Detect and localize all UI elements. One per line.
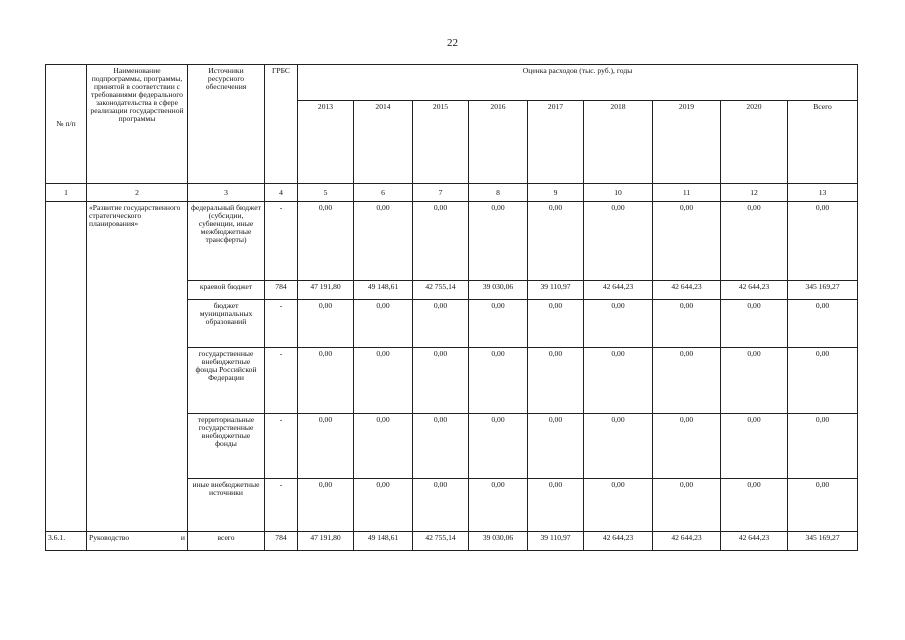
column-number: 6 bbox=[354, 184, 413, 202]
column-number: 12 bbox=[721, 184, 788, 202]
source-cell: иные внебюджетные источники bbox=[188, 479, 265, 532]
value-cell: 0,00 bbox=[653, 348, 721, 414]
column-number: 7 bbox=[413, 184, 469, 202]
value-cell: 42 644,23 bbox=[721, 532, 788, 551]
value-cell: 0,00 bbox=[653, 300, 721, 348]
value-cell: 0,00 bbox=[354, 348, 413, 414]
total-cell: 0,00 bbox=[788, 300, 858, 348]
row-num-cell: 3.6.1. bbox=[46, 532, 87, 551]
header-grbs: ГРБС bbox=[265, 65, 298, 184]
value-cell: 0,00 bbox=[469, 202, 528, 281]
column-number: 9 bbox=[528, 184, 584, 202]
year-cell: 2020 bbox=[721, 101, 788, 184]
value-cell: 42 644,23 bbox=[653, 281, 721, 300]
value-cell: 0,00 bbox=[354, 479, 413, 532]
source-cell: государственные внебюджетные фонды Российской Федерации bbox=[188, 348, 265, 414]
header-row bbox=[46, 65, 858, 101]
column-number-row bbox=[46, 184, 858, 202]
column-number: 3 bbox=[188, 184, 265, 202]
value-cell: 39 030,06 bbox=[469, 281, 528, 300]
total-cell: 0,00 bbox=[788, 479, 858, 532]
value-cell: 42 644,23 bbox=[721, 281, 788, 300]
value-cell: 0,00 bbox=[469, 300, 528, 348]
column-number: 8 bbox=[469, 184, 528, 202]
value-cell: 49 148,61 bbox=[354, 532, 413, 551]
grbs-cell: 784 bbox=[265, 532, 298, 551]
grbs-cell: - bbox=[265, 414, 298, 479]
year-total-cell: Всего bbox=[788, 101, 858, 184]
budget-table bbox=[45, 64, 858, 551]
value-cell: 0,00 bbox=[584, 202, 653, 281]
value-cell: 0,00 bbox=[413, 202, 469, 281]
column-number: 4 bbox=[265, 184, 298, 202]
total-cell: 0,00 bbox=[788, 348, 858, 414]
header-name: Наименование подпрограммы, программы, принятой в соответствии с требованиями федерального законодательства в сфере реализации государственной программы bbox=[87, 65, 188, 184]
value-cell: 0,00 bbox=[721, 479, 788, 532]
total-cell: 345 169,27 bbox=[788, 281, 858, 300]
value-cell: 0,00 bbox=[584, 300, 653, 348]
grbs-cell: - bbox=[265, 300, 298, 348]
total-cell: 0,00 bbox=[788, 414, 858, 479]
grbs-cell: 784 bbox=[265, 281, 298, 300]
source-cell: территориальные государственные внебюджетные фонды bbox=[188, 414, 265, 479]
column-number: 10 bbox=[584, 184, 653, 202]
value-cell: 0,00 bbox=[653, 202, 721, 281]
value-cell: 0,00 bbox=[469, 479, 528, 532]
value-cell: 39 110,97 bbox=[528, 281, 584, 300]
column-number: 11 bbox=[653, 184, 721, 202]
column-number: 2 bbox=[87, 184, 188, 202]
value-cell: 0,00 bbox=[721, 414, 788, 479]
value-cell: 0,00 bbox=[584, 348, 653, 414]
year-cell: 2016 bbox=[469, 101, 528, 184]
year-cell: 2015 bbox=[413, 101, 469, 184]
grbs-cell: - bbox=[265, 479, 298, 532]
column-number: 13 bbox=[788, 184, 858, 202]
value-cell: 0,00 bbox=[298, 414, 354, 479]
value-cell: 0,00 bbox=[528, 202, 584, 281]
program-name: «Развитие государственного стратегического планирования» bbox=[87, 202, 188, 532]
table-row bbox=[46, 532, 858, 551]
value-cell: 49 148,61 bbox=[354, 281, 413, 300]
value-cell: 0,00 bbox=[298, 348, 354, 414]
value-cell: 0,00 bbox=[653, 479, 721, 532]
row-name-cell bbox=[87, 532, 188, 551]
value-cell: 39 030,06 bbox=[469, 532, 528, 551]
year-cell: 2019 bbox=[653, 101, 721, 184]
grbs-cell: - bbox=[265, 202, 298, 281]
source-cell: федеральный бюджет (субсидии, субвенции, иные межбюджетные трансферты) bbox=[188, 202, 265, 281]
row-num-cell bbox=[46, 202, 87, 532]
page-number: 22 bbox=[447, 37, 458, 49]
value-cell: 0,00 bbox=[721, 300, 788, 348]
value-cell: 0,00 bbox=[469, 348, 528, 414]
value-cell: 0,00 bbox=[528, 300, 584, 348]
value-cell: 0,00 bbox=[469, 414, 528, 479]
value-cell: 0,00 bbox=[413, 414, 469, 479]
value-cell: 0,00 bbox=[721, 202, 788, 281]
total-cell: 345 169,27 bbox=[788, 532, 858, 551]
value-cell: 42 755,14 bbox=[413, 281, 469, 300]
value-cell: 0,00 bbox=[528, 348, 584, 414]
value-cell: 0,00 bbox=[298, 300, 354, 348]
value-cell: 0,00 bbox=[413, 479, 469, 532]
value-cell: 0,00 bbox=[413, 348, 469, 414]
value-cell: 42 644,23 bbox=[584, 532, 653, 551]
value-cell: 39 110,97 bbox=[528, 532, 584, 551]
year-cell: 2017 bbox=[528, 101, 584, 184]
value-cell: 0,00 bbox=[653, 414, 721, 479]
header-source: Источники ресурсного обеспечения bbox=[188, 65, 265, 184]
row-name-left: Руководство bbox=[89, 533, 130, 542]
column-number: 5 bbox=[298, 184, 354, 202]
year-cell: 2018 bbox=[584, 101, 653, 184]
value-cell: 0,00 bbox=[528, 479, 584, 532]
header-num: № п/п bbox=[46, 65, 87, 184]
total-cell: 0,00 bbox=[788, 202, 858, 281]
year-cell: 2013 bbox=[298, 101, 354, 184]
value-cell: 0,00 bbox=[721, 348, 788, 414]
source-cell: всего bbox=[188, 532, 265, 551]
value-cell: 0,00 bbox=[528, 414, 584, 479]
value-cell: 47 191,80 bbox=[298, 532, 354, 551]
value-cell: 0,00 bbox=[584, 479, 653, 532]
column-number: 1 bbox=[46, 184, 87, 202]
value-cell: 47 191,80 bbox=[298, 281, 354, 300]
header-costs: Оценка расходов (тыс. руб.), годы bbox=[298, 65, 858, 101]
value-cell: 42 755,14 bbox=[413, 532, 469, 551]
table-row bbox=[46, 202, 858, 281]
value-cell: 42 644,23 bbox=[653, 532, 721, 551]
value-cell: 0,00 bbox=[298, 202, 354, 281]
value-cell: 0,00 bbox=[354, 414, 413, 479]
value-cell: 42 644,23 bbox=[584, 281, 653, 300]
value-cell: 0,00 bbox=[298, 479, 354, 532]
value-cell: 0,00 bbox=[354, 300, 413, 348]
source-cell: бюджет муниципальных образований bbox=[188, 300, 265, 348]
row-name-right: и bbox=[180, 533, 185, 542]
source-cell: краевой бюджет bbox=[188, 281, 265, 300]
value-cell: 0,00 bbox=[354, 202, 413, 281]
value-cell: 0,00 bbox=[413, 300, 469, 348]
value-cell: 0,00 bbox=[584, 414, 653, 479]
grbs-cell: - bbox=[265, 348, 298, 414]
year-cell: 2014 bbox=[354, 101, 413, 184]
